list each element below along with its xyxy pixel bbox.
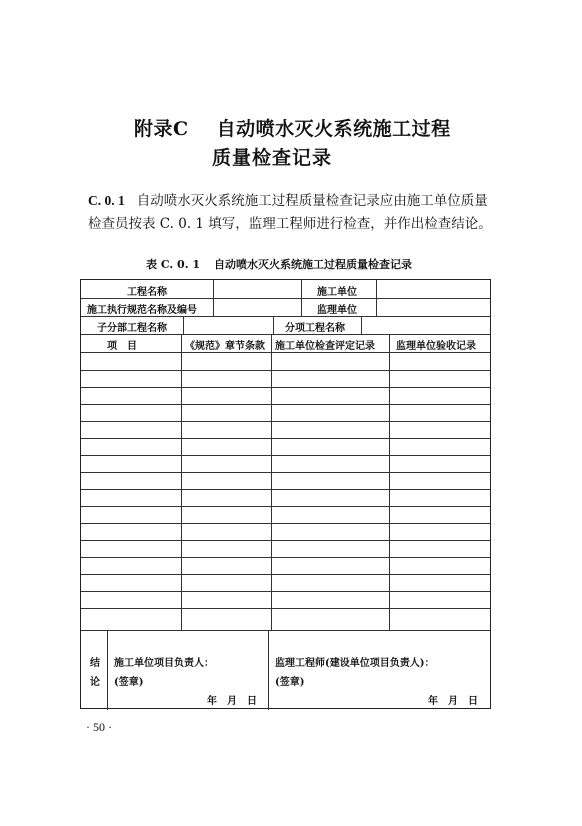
supervisor-signature: 监理工程师(建设单位项目负责人)：	[275, 658, 435, 669]
sub-division-label: 子分部工程名称	[97, 323, 167, 334]
col-construction-check: 施工单位检查评定记录	[275, 341, 375, 352]
construction-date: 年 月 日	[207, 696, 257, 707]
clause-number: C. 0. 1	[88, 193, 125, 208]
construction-seal: (签章)	[114, 677, 144, 688]
inspection-record-table	[80, 279, 491, 709]
conclusion-label-2: 论	[90, 677, 100, 688]
construction-unit-label: 施工单位	[317, 287, 357, 298]
construction-manager-signature: 施工单位项目负责人：	[114, 658, 214, 669]
appendix-subtitle: 质量检查记录	[212, 147, 333, 169]
col-item: 项 目	[107, 341, 137, 352]
standard-label: 施工执行规范名称及编号	[87, 305, 197, 316]
project-name-label: 工程名称	[127, 287, 167, 298]
supervision-date: 年 月 日	[428, 696, 478, 707]
clause-text: 自动喷水灭火系统施工过程质量检查记录应由施工单位质量检查员按表 C. 0. 1 填写，监理工程师进行检查，并作出检查结论。	[88, 193, 492, 232]
col-clause: 《规范》章节条款	[185, 341, 265, 352]
page-number: · 50 ·	[86, 720, 112, 734]
table-caption: 表 C. 0. 1 自动喷水灭火系统施工过程质量检查记录	[146, 258, 413, 271]
supervision-unit-label: 监理单位	[317, 305, 357, 316]
supervision-seal: (签章)	[275, 677, 305, 688]
sub-item-label: 分项工程名称	[285, 323, 345, 334]
col-supervision-check: 监理单位验收记录	[396, 341, 476, 352]
appendix-title: 附录C 自动喷水灭火系统施工过程	[134, 118, 451, 140]
conclusion-label-1: 结	[90, 658, 100, 669]
clause-paragraph	[88, 190, 498, 235]
